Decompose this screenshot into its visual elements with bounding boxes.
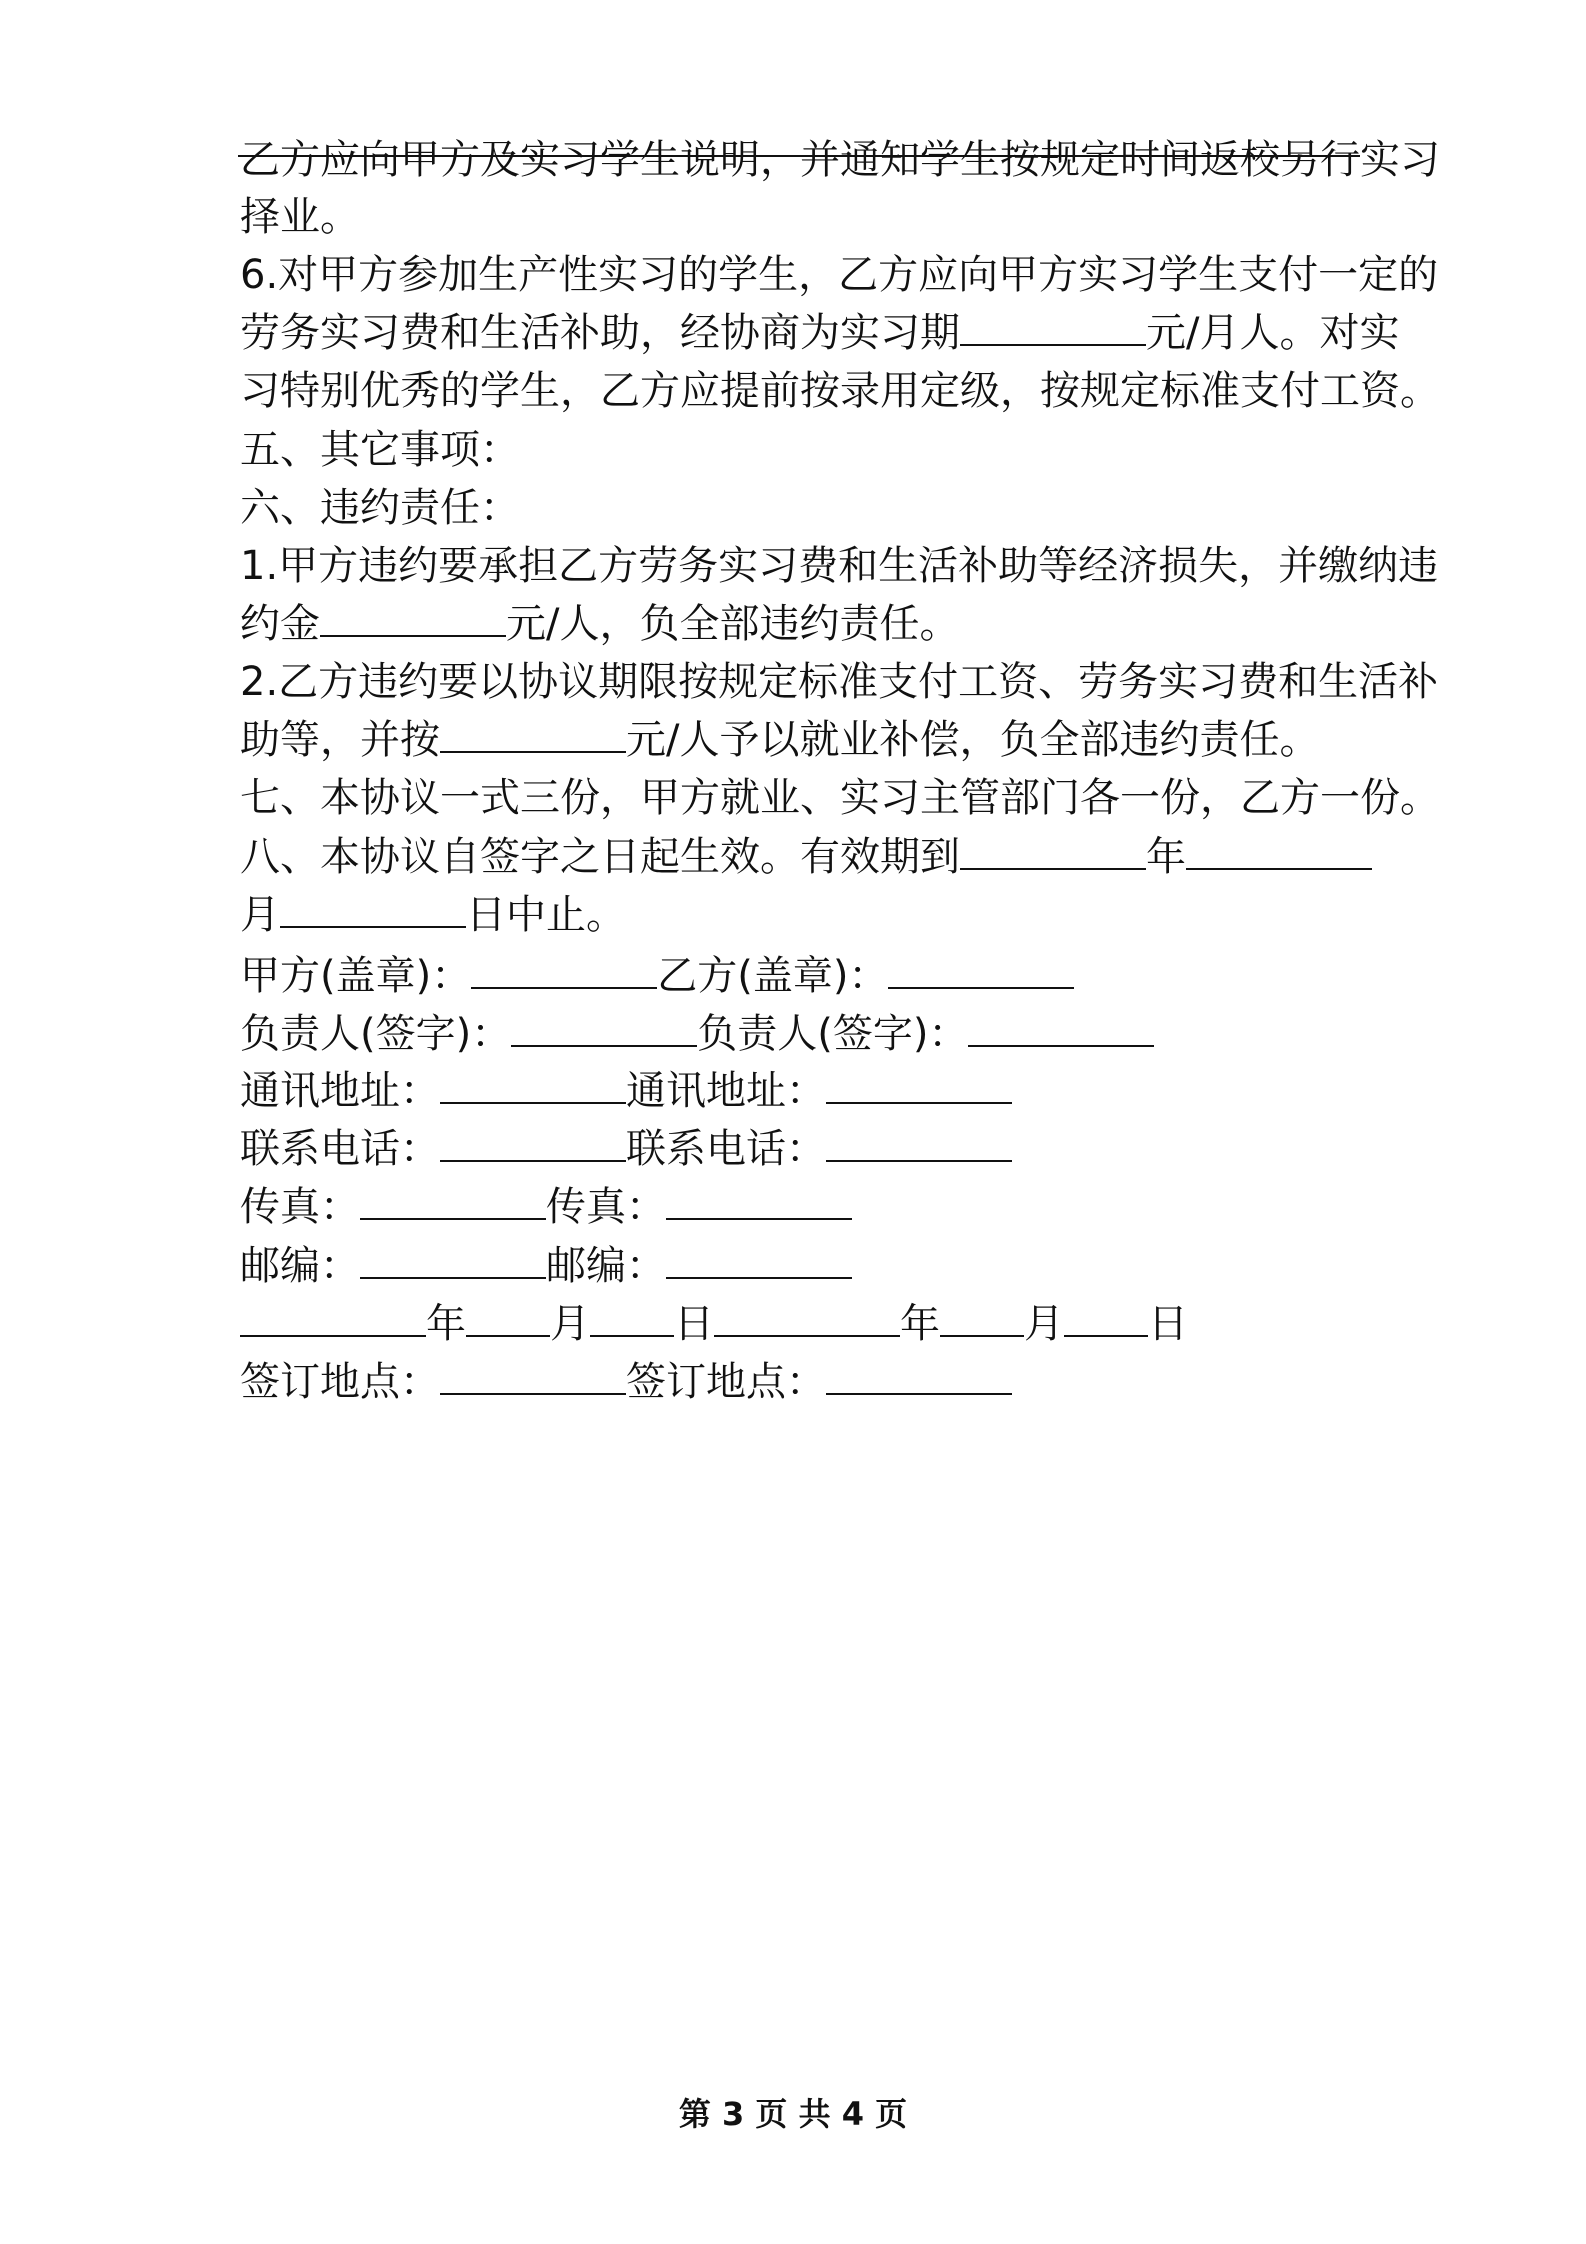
text: 习特别优秀的学生，乙方应提前按录用定级，按规定标准支付工资。: [240, 368, 1440, 414]
blank-field: [440, 1068, 626, 1104]
section-five-heading: [240, 420, 1370, 480]
section-eight-cont: [240, 885, 1370, 945]
body-line-2: [240, 187, 1370, 247]
label: 甲方(盖章)：: [240, 953, 472, 999]
blank-field: [826, 1068, 1012, 1104]
label: 日: [1148, 1301, 1188, 1347]
blank-field: [666, 1243, 852, 1279]
seal-row: [240, 946, 1370, 1006]
text: 元/人予以就业补偿，负全部违约责任。: [626, 717, 1320, 763]
label: 签订地点：: [626, 1359, 826, 1405]
blank-field: [960, 310, 1146, 346]
text: 乙方应向甲方及实习学生说明，并通知学生按规定时间返校另行实习: [240, 137, 1440, 183]
text: 助等，并按: [240, 717, 440, 763]
text: 年: [1146, 834, 1186, 880]
blank-field: [440, 1359, 626, 1395]
blank-field: [360, 1243, 546, 1279]
label: 负责人(签字)：: [240, 1011, 512, 1057]
section-six-heading: [240, 478, 1370, 538]
label: 负责人(签字)：: [697, 1011, 969, 1057]
blank-field: [666, 1184, 852, 1220]
blank-field: [968, 1011, 1154, 1047]
body-line-3: [240, 245, 1439, 305]
label: 日: [674, 1301, 714, 1347]
blank-field: [888, 953, 1074, 989]
body-line-11: [240, 710, 1370, 770]
page-number: 第 3 页 共 4 页: [678, 2095, 908, 2133]
body-line-10: [240, 652, 1439, 712]
text: 2.乙方违约要以协议期限按规定标准支付工资、劳务实习费和生活补: [240, 659, 1439, 705]
blank-field: [511, 1011, 697, 1047]
body-line-9: [240, 594, 1370, 654]
blank-field: [320, 601, 506, 637]
text: 6.对甲方参加生产性实习的学生，乙方应向甲方实习学生支付一定的: [240, 252, 1439, 298]
text: 择业。: [240, 194, 360, 240]
label: 通讯地址：: [626, 1068, 826, 1114]
label: 邮编：: [546, 1243, 666, 1289]
place-row: [240, 1352, 1370, 1412]
label: 月: [1024, 1301, 1064, 1347]
date-row: [240, 1294, 1370, 1354]
address-row: [240, 1061, 1370, 1121]
blank-field: [466, 1301, 550, 1337]
blank-field: [440, 717, 626, 753]
text: 日中止。: [466, 892, 626, 938]
text: 七、本协议一式三份，甲方就业、实习主管部门各一份，乙方一份。: [240, 775, 1440, 821]
text: 八、本协议自签字之日起生效。有效期到: [240, 834, 960, 880]
blank-field: [940, 1301, 1024, 1337]
section-seven: [240, 768, 1440, 828]
label: 年: [426, 1301, 466, 1347]
blank-field: [960, 834, 1146, 870]
blank-field: [590, 1301, 674, 1337]
blank-field: [360, 1184, 546, 1220]
label: 邮编：: [240, 1243, 360, 1289]
text: 1.甲方违约要承担乙方劳务实习费和生活补助等经济损失，并缴纳违: [240, 543, 1439, 589]
text: 元/人，负全部违约责任。: [506, 601, 960, 647]
blank-field: [280, 892, 466, 928]
label: 年: [900, 1301, 940, 1347]
zip-row: [240, 1236, 1370, 1296]
label: 联系电话：: [626, 1126, 826, 1172]
blank-field: [714, 1301, 900, 1337]
fax-row: [240, 1177, 1370, 1237]
label: 传真：: [546, 1184, 666, 1230]
blank-field: [1186, 834, 1372, 870]
body-line-5: [240, 361, 1440, 421]
section-eight: [240, 827, 1370, 887]
label: 传真：: [240, 1184, 360, 1230]
body-line-8: [240, 536, 1439, 596]
blank-field: [826, 1126, 1012, 1162]
label: 签订地点：: [240, 1359, 440, 1405]
label: 联系电话：: [240, 1126, 440, 1172]
text: 约金: [240, 601, 320, 647]
label: 月: [550, 1301, 590, 1347]
text: 元/月人。对实: [1146, 310, 1400, 356]
phone-row: [240, 1119, 1370, 1179]
body-line-4: [240, 303, 1400, 363]
label: 通讯地址：: [240, 1068, 440, 1114]
text: 月: [240, 892, 280, 938]
blank-field: [826, 1359, 1012, 1395]
body-line-1: [240, 130, 1440, 190]
blank-field: [471, 953, 657, 989]
label: 乙方(盖章)：: [657, 953, 889, 999]
text: 六、违约责任：: [240, 485, 520, 531]
blank-field: [440, 1126, 626, 1162]
text: 五、其它事项：: [240, 427, 520, 473]
text: 劳务实习费和生活补助，经协商为实习期: [240, 310, 960, 356]
blank-field: [1064, 1301, 1148, 1337]
blank-field: [240, 1301, 426, 1337]
responsible-row: [240, 1004, 1370, 1064]
